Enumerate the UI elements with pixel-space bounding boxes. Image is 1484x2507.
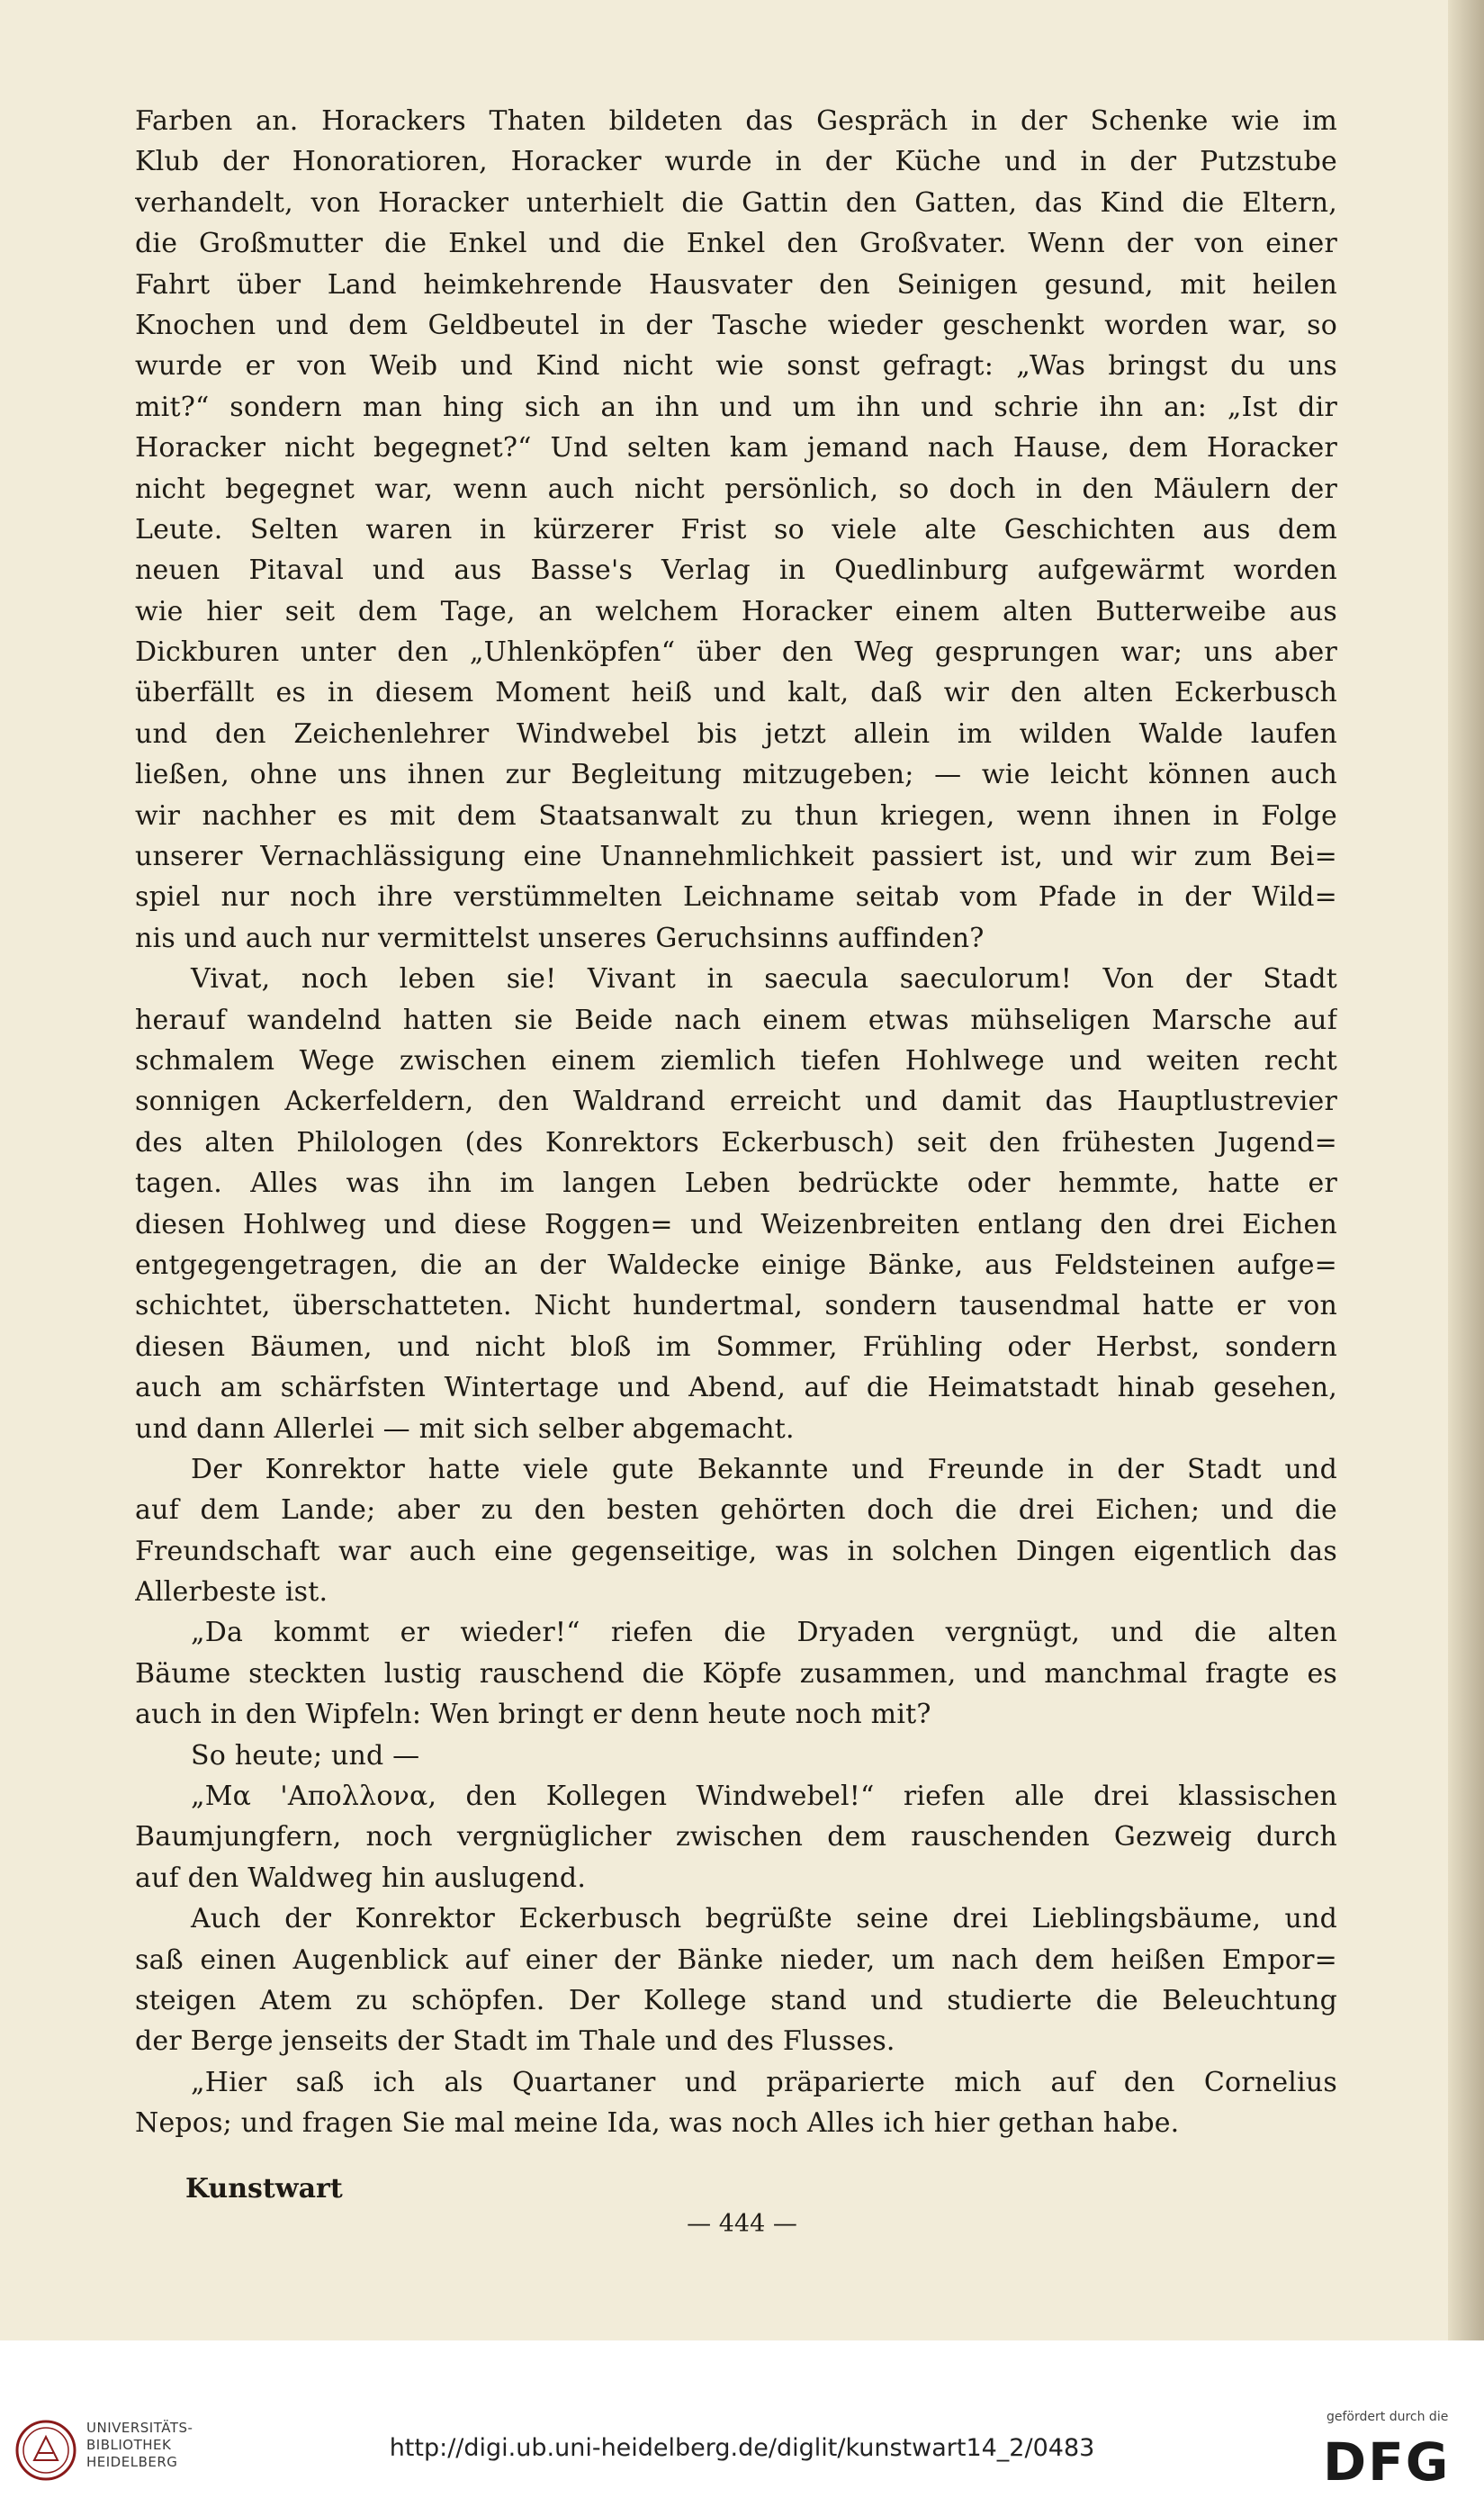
text-line: So heute; und — <box>191 1739 420 1772</box>
text-line: nicht begegnet war, wenn auch nicht persönlich, so doch in den Mäulern der <box>135 473 1337 505</box>
text-line: Dickburen unter den „Uhlenköpfen“ über den Weg gesprungen war; uns aber <box>135 636 1337 669</box>
text-line: die Großmutter die Enkel und die Enkel den Großvater. Wenn der von einer <box>135 228 1337 260</box>
text-line: Bäume steckten lustig rauschend die Köpfe zusammen, und manchmal fragte es <box>135 1657 1337 1690</box>
text-line: des alten Philologen (des Konrektors Eckerbusch) seit den frühesten Jugend= <box>135 1126 1337 1159</box>
text-line: nis und auch nur vermittelst unseres Geruchsinns auffinden? <box>135 922 985 954</box>
text-line: „Da kommt er wieder!“ riefen die Dryaden vergnügt, und die alten <box>191 1617 1337 1649</box>
text-line: diesen Hohlweg und diese Roggen= und Weizenbreiten entlang den drei Eichen <box>135 1208 1337 1240</box>
library-name-line: HEIDELBERG <box>86 2454 178 2470</box>
text-line: und dann Allerlei — mit sich selber abgemacht. <box>135 1412 795 1445</box>
text-line: mit?“ sondern man hing sich an ihn und um ihn und schrie ihn an: „Ist dir <box>135 391 1337 423</box>
text-line: wurde er von Weib und Kind nicht wie sonst gefragt: „Was bringst du uns <box>135 350 1337 383</box>
library-name-line: UNIVERSITÄTS- <box>86 2420 193 2436</box>
text-line: schmalem Wege zwischen einem ziemlich tiefen Hohlwege und weiten recht <box>135 1044 1337 1077</box>
text-line: sonnigen Ackerfeldern, den Waldrand erreicht und damit das Hauptlustrevier <box>135 1086 1337 1118</box>
text-line: Baumjungfern, noch vergnüglicher zwischen dem rauschenden Gezweig durch <box>135 1821 1337 1853</box>
page-number: — 444 — <box>687 2210 797 2238</box>
text-line: auf dem Lande; aber zu den besten gehörten doch die drei Eichen; und die <box>135 1494 1337 1527</box>
permalink-url[interactable]: http://digi.ub.uni-heidelberg.de/diglit/kunstwart14_2/0483 <box>389 2434 1095 2462</box>
text-line: auch am schärfsten Wintertage und Abend, auf die Heimatstadt hinab gesehen, <box>135 1372 1337 1404</box>
text-line: spiel nur noch ihre verstümmelten Leichname seitab vom Pfade in der Wild= <box>135 881 1337 914</box>
text-line: Auch der Konrektor Eckerbusch begrüßte seine drei Lieblingsbäume, und <box>191 1903 1337 1935</box>
text-line: tagen. Alles was ihn im langen Leben bedrückte oder hemmte, hatte er <box>135 1168 1337 1200</box>
text-line: Horacker nicht begegnet?“ Und selten kam jemand nach Hause, dem Horacker <box>135 432 1337 464</box>
text-line: saß einen Augenblick auf einer der Bänke nieder, um nach dem heißen Empor= <box>135 1943 1337 1976</box>
text-line: wie hier seit dem Tage, an welchem Horacker einem alten Butterweibe aus <box>135 595 1337 627</box>
page-edge-shadow <box>1448 0 1484 2340</box>
text-line: überfällt es in diesem Moment heiß und kalt, daß wir den alten Eckerbusch <box>135 677 1337 709</box>
text-line: verhandelt, von Horacker unterhielt die Gattin den Gatten, das Kind die Eltern, <box>135 186 1337 219</box>
text-line: „Hier saß ich als Quartaner und präparierte mich auf den Cornelius <box>191 2066 1337 2098</box>
text-line: neuen Pitaval und aus Basse's Verlag in Quedlinburg aufgewärmt worden <box>135 555 1337 587</box>
text-line: diesen Bäumen, und nicht bloß im Sommer, Frühling oder Herbst, sondern <box>135 1330 1337 1363</box>
text-line: auf den Waldweg hin auslugend. <box>135 1862 587 1894</box>
text-line: der Berge jenseits der Stadt im Thale und des Flusses. <box>135 2025 895 2058</box>
text-line: Fahrt über Land heimkehrende Hausvater den Seinigen gesund, mit heilen <box>135 268 1337 301</box>
library-name-line: BIBLIOTHEK <box>86 2437 172 2453</box>
text-line: ließen, ohne uns ihnen zur Begleitung mitzugeben; — wie leicht können auch <box>135 759 1337 791</box>
funded-by-label: gefördert durch die <box>1327 2410 1449 2424</box>
text-line: Knochen und dem Geldbeutel in der Tasche wieder geschenkt worden war, so <box>135 309 1337 341</box>
text-line: wir nachher es mit dem Staatsanwalt zu thun kriegen, wenn ihnen in Folge <box>135 799 1337 832</box>
text-line: Allerbeste ist. <box>135 1576 328 1609</box>
text-line: und den Zeichenlehrer Windwebel bis jetzt allein im wilden Walde laufen <box>135 717 1337 750</box>
text-line: Vivat, noch leben sie! Vivant in saecula saeculorum! Von der Stadt <box>191 963 1337 996</box>
text-line: Farben an. Horackers Thaten bildeten das Gespräch in der Schenke wie im <box>135 105 1337 137</box>
text-line: herauf wandelnd hatten sie Beide nach einem etwas mühseligen Marsche auf <box>135 1004 1337 1036</box>
text-line: „Μα 'Απολλονα, den Kollegen Windwebel!“ riefen alle drei klassischen <box>191 1781 1337 1813</box>
text-line: schichtet, überschatteten. Nicht hundertmal, sondern tausendmal hatte er von <box>135 1290 1337 1322</box>
dfg-logo: DFG <box>1323 2431 1451 2493</box>
body-text <box>135 101 1337 2144</box>
text-line: steigen Atem zu schöpfen. Der Kollege stand und studierte die Beleuchtung <box>135 1984 1337 2016</box>
text-line: Leute. Selten waren in kürzerer Frist so viele alte Geschichten aus dem <box>135 513 1337 546</box>
text-line: Freundschaft war auch eine gegenseitige, was in solchen Dingen eigentlich das <box>135 1535 1337 1567</box>
text-line: auch in den Wipfeln: Wen bringt er denn heute noch mit? <box>135 1699 931 1731</box>
text-line: Nepos; und fragen Sie mal meine Ida, was noch Alles ich hier gethan habe. <box>135 2107 1180 2140</box>
text-line: entgegengetragen, die an der Waldecke einige Bänke, aus Feldsteinen aufge= <box>135 1249 1337 1281</box>
journal-title: Kunstwart <box>185 2173 343 2205</box>
text-line: Klub der Honoratioren, Horacker wurde in der Küche und in der Putzstube <box>135 146 1337 178</box>
text-line: Der Konrektor hatte viele gute Bekannte und Freunde in der Stadt und <box>191 1453 1337 1485</box>
text-line: unserer Vernachlässigung eine Unannehmlichkeit passiert ist, und wir zum Bei= <box>135 841 1337 873</box>
